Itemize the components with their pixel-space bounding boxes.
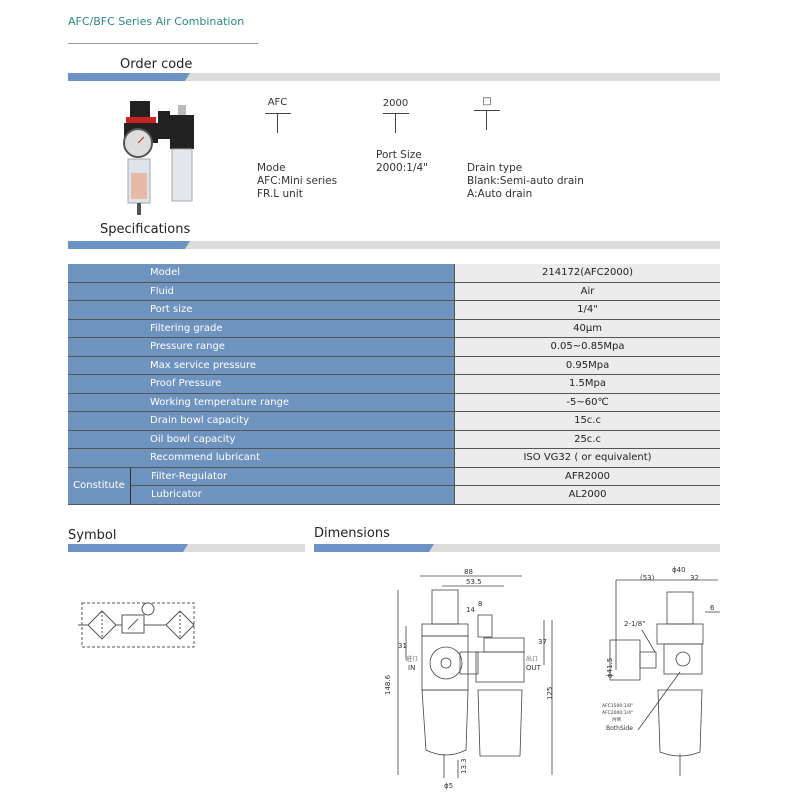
page-title: AFC/BFC Series Air Combination: [68, 15, 245, 28]
spec-label: Pressure range: [68, 338, 455, 357]
spec-label: Filtering grade: [68, 319, 455, 338]
code-value: 2000: [382, 98, 409, 109]
gauge-thread: 2-1/8": [624, 620, 646, 628]
desc-line: Drain type: [467, 162, 523, 174]
spec-label: Recommend lubricant: [68, 449, 455, 468]
spec-label: Model: [68, 264, 455, 282]
product-image: [118, 93, 208, 221]
dim-32: 32: [690, 574, 699, 582]
code-value: □: [482, 96, 492, 107]
spec-label: Lubricator: [131, 486, 455, 505]
dim-125: 125: [546, 686, 554, 700]
front-view: [398, 576, 552, 778]
spec-value: 25c.c: [455, 430, 720, 449]
desc-line: AFC:Mini series: [257, 175, 338, 187]
note-afc2000: AFC2000:1/4": [602, 711, 634, 716]
spec-label: Proof Pressure: [68, 375, 455, 394]
dim-148-6: 148.6: [384, 674, 392, 695]
dim-53: (53): [640, 574, 655, 582]
code-value: AFC: [267, 97, 288, 108]
drain-description: [467, 162, 584, 201]
spec-row: [68, 301, 720, 320]
desc-line: FR.L unit: [257, 188, 303, 200]
code-marker: [383, 113, 409, 133]
spec-row: [68, 486, 720, 505]
side-view: [610, 580, 720, 776]
spec-row: [68, 264, 720, 282]
spec-label: Port size: [68, 301, 455, 320]
dim-14: 14: [466, 606, 475, 614]
spec-row: [68, 393, 720, 412]
order-code-heading: Order code: [120, 57, 193, 72]
title-underline: [68, 43, 258, 44]
order-code-mode: [264, 97, 291, 133]
code-marker: [265, 113, 291, 133]
spec-label: Max service pressure: [68, 356, 455, 375]
specifications-bar: [68, 241, 720, 249]
spec-value: 40μm: [455, 319, 720, 338]
dim-phi40: ϕ40: [672, 566, 686, 574]
dim-37: 37: [538, 638, 547, 646]
spec-value: AL2000: [455, 486, 720, 505]
desc-line: 2000:1/4": [376, 162, 428, 174]
symbol-heading: Symbol: [68, 528, 117, 543]
specifications-heading: Specifications: [100, 222, 191, 237]
inlet-label: IN: [408, 664, 416, 672]
spec-row: [68, 449, 720, 468]
dimensions-heading: Dimensions: [314, 526, 390, 541]
spec-value: 1/4": [455, 301, 720, 320]
dim-phi5: ϕ5: [444, 782, 454, 790]
symbol-bar: [68, 544, 305, 552]
pneumatic-symbol: [78, 595, 198, 655]
spec-row: [68, 356, 720, 375]
mode-description: [257, 162, 337, 201]
spec-value: 0.95Mpa: [455, 356, 720, 375]
code-marker: [474, 110, 500, 130]
spec-label: Drain bowl capacity: [68, 412, 455, 431]
spec-row: [68, 282, 720, 301]
order-code-drain: [474, 96, 500, 130]
desc-line: A:Auto drain: [467, 188, 533, 200]
inlet-label-cn: 进口: [406, 656, 419, 663]
spec-row: [68, 375, 720, 394]
port-description: [376, 149, 428, 175]
dim-13-3: 13.3: [460, 758, 468, 774]
spec-label: Fluid: [68, 282, 455, 301]
dim-8: 8: [478, 600, 483, 608]
spec-value: 0.05~0.85Mpa: [455, 338, 720, 357]
note-both-side-cn: 两侧: [612, 718, 621, 723]
spec-value: -5~60℃: [455, 393, 720, 412]
spec-row: [68, 338, 720, 357]
order-code-port: [382, 98, 409, 133]
dim-6: 6: [710, 604, 715, 612]
spec-label: Oil bowl capacity: [68, 430, 455, 449]
dim-88: 88: [464, 568, 473, 576]
spec-label: Working temperature range: [68, 393, 455, 412]
desc-line: Port Size: [376, 149, 422, 161]
dim-31: 31: [398, 642, 407, 650]
spec-value: 15c.c: [455, 412, 720, 431]
constitute-label: Constitute: [68, 467, 131, 504]
desc-line: Blank:Semi-auto drain: [467, 175, 584, 187]
dim-phi41-5: ϕ41.5: [606, 657, 614, 678]
spec-row: [68, 430, 720, 449]
spec-row: [68, 467, 720, 486]
spec-value: AFR2000: [455, 467, 720, 486]
spec-value: 1.5Mpa: [455, 375, 720, 394]
specifications-table: [68, 264, 720, 505]
outlet-label: OUT: [526, 664, 541, 672]
dimensions-bar: [314, 544, 720, 552]
spec-row: [68, 319, 720, 338]
spec-value: Air: [455, 282, 720, 301]
desc-line: Mode: [257, 162, 286, 174]
order-code-bar: [68, 73, 720, 81]
dimensions-drawing: [380, 560, 740, 800]
dim-53-5: 53.5: [466, 578, 482, 586]
note-afc1500: AFC1500:1/8": [602, 704, 634, 709]
outlet-label-cn: 出口: [526, 656, 539, 663]
spec-value: 214172(AFC2000): [455, 264, 720, 282]
spec-value: ISO VG32 ( or equivalent): [455, 449, 720, 468]
spec-label: Filter-Regulator: [131, 467, 455, 486]
note-both-side: BothSide: [606, 725, 633, 732]
spec-row: [68, 412, 720, 431]
